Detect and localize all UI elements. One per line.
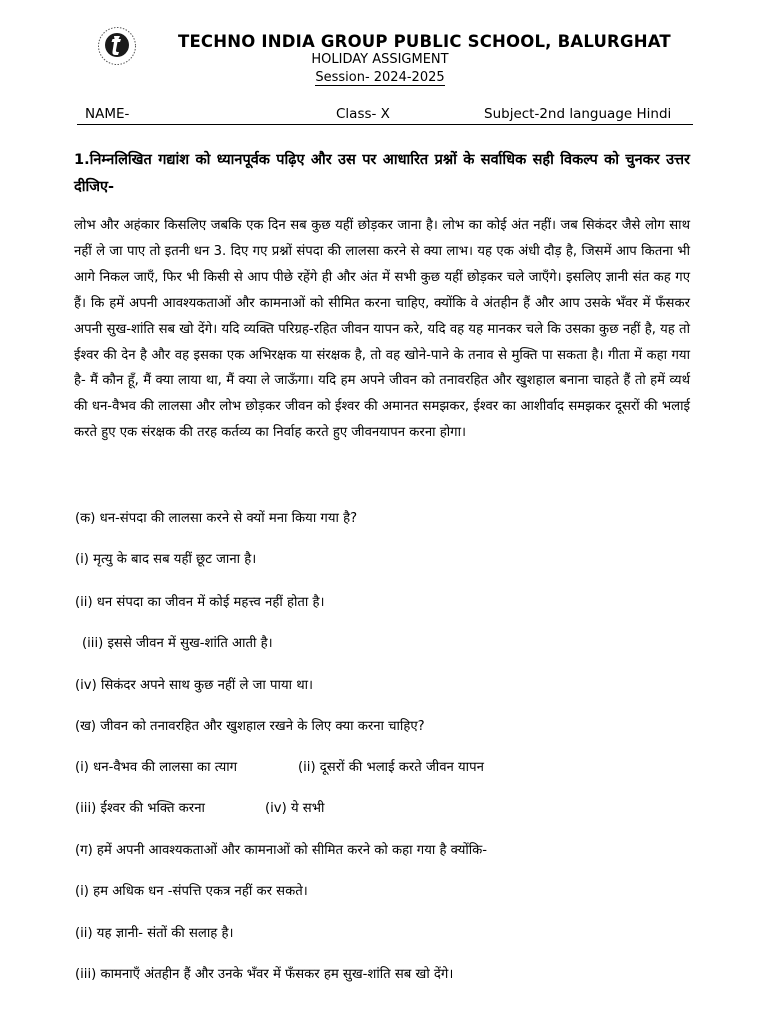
option-ka-4: (iv) सिकंदर अपने साथ कुछ नहीं ले जा पाया था। bbox=[75, 678, 314, 693]
passage-text: लोभ और अहंकार किसलिए जबकि एक दिन सब कुछ यहीं छोड़कर जाना है। लोभ का कोई अंत नहीं। जब सिकंदर जैसे लोग साथ नहीं ले जा पाए तो इतनी धन 3. दिए गए प्रश्नों संपदा की लालसा करने से क्या लाभ। यह एक अंधी दौड़ है, जिसमें आप कितना भी आगे निकल जाएँ, फिर भी किसी से आप पीछे रहेंगे ही और अंत में सभी कुछ यहीं छोड़कर चले जाएँगे। इसलिए ज्ञानी संत कह गए हैं। कि हमें अपनी आवश्यकताओं और कामनाओं को सीमित करना चाहिए, क्योंकि वे अंतहीन हैं और आप उसके भँवर में फँसकर अपनी सुख-शांति सब खो देंगे। यदि व्यक्ति परिग्रह-रहित जीवन यापन करे, यदि वह यह मानकर चले कि उसका कुछ नहीं है, यह तो ईश्वर की देन है और वह इसका एक अभिरक्षक या संरक्षक है, तो वह खोने-पाने के तनाव से मुक्ति पा सकता है। गीता में कहा गया है- मैं कौन हूँ, मैं क्या लाया था, मैं क्या ले जाऊँगा। यदि हम अपने जीवन को तनावरहित और खुशहाल बनाना चाहते हैं तो हमें व्यर्थ की धन-वैभव की लालसा और लोभ छोड़कर जीवन को ईश्वर की अमानत समझकर, ईश्वर का आशीर्वाद समझकर दूसरों की भलाई करते हुए एक संरक्षक की तरह कर्तव्य का निर्वाह करते हुए जीवनयापन करना होगा। bbox=[74, 218, 690, 441]
question-kha: (ख) जीवन को तनावरहित और खुशहाल रखने के लिए क्या करना चाहिए? bbox=[75, 719, 425, 734]
class-field: Class- X bbox=[336, 106, 390, 122]
question-ka: (क) धन-संपदा की लालसा करने से क्यों मना किया गया है? bbox=[75, 511, 358, 526]
question-ga: (ग) हमें अपनी आवश्यकताओं और कामनाओं को सीमित करने को कहा गया है क्योंकि- bbox=[75, 843, 488, 858]
option-ga-3: (iii) कामनाएँ अंतहीन हैं और उनके भँवर में फँसकर हम सुख-शांति सब खो देंगे। bbox=[75, 967, 454, 982]
option-ga-1: (i) हम अधिक धन -संपत्ति एकत्र नहीं कर सकते। bbox=[75, 884, 308, 899]
techno-india-logo-icon bbox=[97, 26, 137, 66]
school-name: TECHNO INDIA GROUP PUBLIC SCHOOL, BALURGHAT bbox=[178, 32, 671, 51]
option-ka-1: (i) मृत्यु के बाद सब यहीं छूट जाना है। bbox=[75, 552, 257, 567]
option-kha-3: (iii) ईश्वर की भक्ति करना bbox=[75, 801, 205, 816]
session-text: Session- 2024-2025 bbox=[315, 70, 445, 85]
option-ka-2: (ii) धन संपदा का जीवन में कोई महत्त्व नहीं होता है। bbox=[75, 595, 325, 610]
option-ka-3: (iii) इससे जीवन में सुख-शांति आती है। bbox=[82, 636, 273, 651]
option-kha-2: (ii) दूसरों की भलाई करते जीवन यापन bbox=[298, 760, 484, 775]
question-title: 1.निम्नलिखित गद्यांश को ध्यानपूर्वक पढ़िए और उस पर आधारित प्रश्नों के सर्वाधिक सही विकल्प को चुनकर उत्तर दीजिए- bbox=[74, 152, 690, 195]
assignment-title: HOLIDAY ASSIGMENT bbox=[311, 52, 449, 67]
session-line bbox=[180, 70, 580, 85]
header-divider bbox=[77, 124, 693, 125]
option-kha-4: (iv) ये सभी bbox=[265, 801, 325, 816]
option-ga-2: (ii) यह ज्ञानी- संतों की सलाह है। bbox=[75, 926, 234, 941]
subject-field: Subject-2nd language Hindi bbox=[484, 106, 672, 122]
option-kha-1: (i) धन-वैभव की लालसा का त्याग bbox=[75, 760, 238, 775]
name-field: NAME- bbox=[85, 106, 130, 122]
